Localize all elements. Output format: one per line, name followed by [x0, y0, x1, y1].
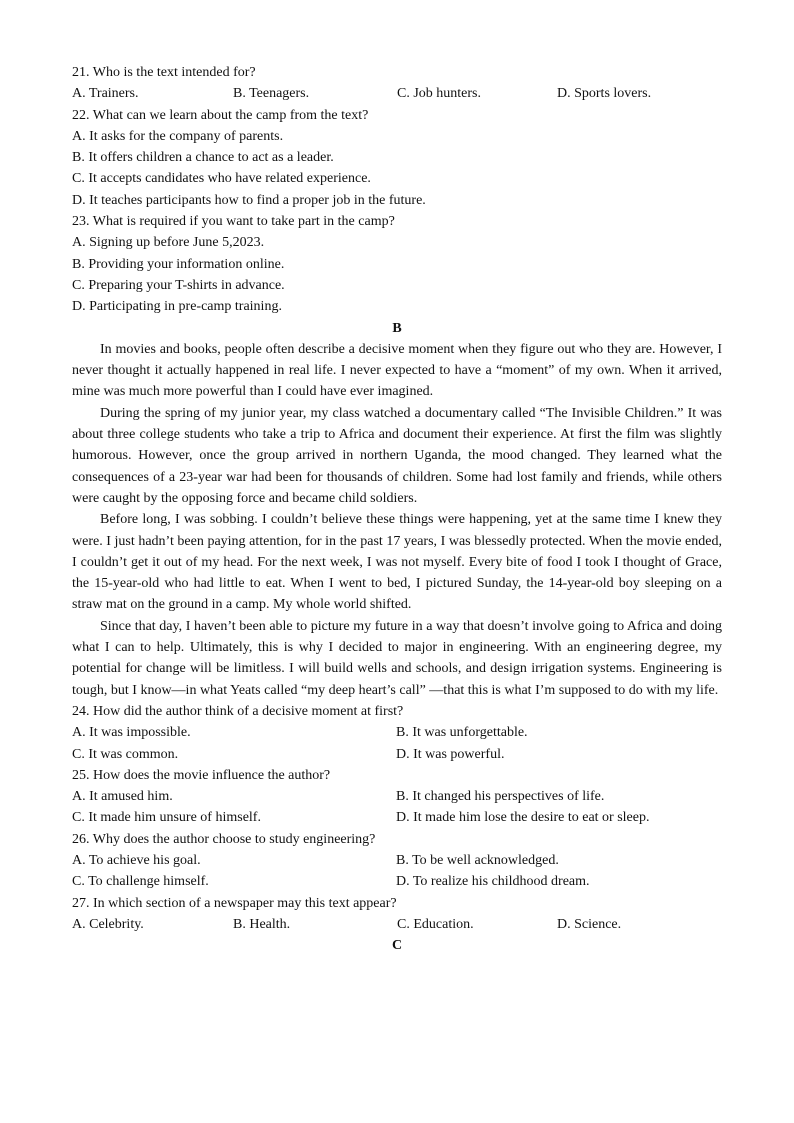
option-c[interactable]: C. To challenge himself. [72, 874, 209, 890]
option-c[interactable]: C. Job hunters. [397, 86, 481, 102]
question-27-stem: 27. In which section of a newspaper may this text appear? [72, 895, 397, 911]
question-22-stem: 22. What can we learn about the camp from the text? [72, 107, 369, 123]
option-d[interactable]: D. To realize his childhood dream. [396, 874, 590, 890]
option-d[interactable]: D. It teaches participants how to find a proper job in the future. [72, 192, 426, 208]
option-b[interactable]: B. It changed his perspectives of life. [396, 789, 605, 805]
option-b[interactable]: B. To be well acknowledged. [396, 852, 559, 868]
option-a[interactable]: A. Trainers. [72, 86, 139, 102]
exam-page [72, 62, 722, 956]
option-d[interactable]: D. Sports lovers. [557, 86, 652, 102]
option-a[interactable]: A. It was impossible. [72, 725, 191, 741]
question-25-options-row-1 [72, 786, 722, 807]
passage-paragraph-2: During the spring of my junior year, my class watched a documentary called “The Invisible Children.” It was about three college students who take a trip to Africa and document their experience. At first the film was slightly humorous. However, once the group arrived in northern Uganda, the mood changed. They learned what the consequences of a 23-year war had been for thousands of children. Some had lost family and friends, while others were caught by the opposing force and became child soldiers. [72, 405, 722, 506]
question-26-options-row-1 [72, 850, 722, 871]
question-26-stem: 26. Why does the author choose to study engineering? [72, 831, 376, 847]
section-b-heading: B [392, 320, 402, 336]
option-c[interactable]: C. It accepts candidates who have related experience. [72, 171, 371, 187]
option-d[interactable]: D. It made him lose the desire to eat or sleep. [396, 810, 650, 826]
option-b[interactable]: B. Teenagers. [233, 86, 310, 102]
passage-paragraph-3: Before long, I was sobbing. I couldn’t believe these things were happening, yet at the same time I knew they were. I just hadn’t been paying attention, for in the past 17 years, I was blessedly protected. When the movie ended, I couldn’t get it out of my head. For the next week, I was not myself. Every bite of food I took I thought of Grace, the 15-year-old who had little to eat. When I went to bed, I pictured Sunday, the 14-year-old boy sleeping on a straw mat on the ground in a camp. My whole world shifted. [72, 512, 722, 613]
option-c[interactable]: C. It was common. [72, 746, 179, 762]
question-26-options-row-2 [72, 871, 722, 892]
option-a[interactable]: A. Celebrity. [72, 916, 144, 932]
option-a[interactable]: A. Signing up before June 5,2023. [72, 235, 265, 251]
option-b[interactable]: B. It was unforgettable. [396, 725, 528, 741]
question-24-stem: 24. How did the author think of a decisive moment at first? [72, 703, 404, 719]
option-d[interactable]: D. It was powerful. [396, 746, 505, 762]
question-25-stem: 25. How does the movie influence the author? [72, 767, 331, 783]
option-c[interactable]: C. It made him unsure of himself. [72, 810, 261, 826]
option-c[interactable]: C. Preparing your T-shirts in advance. [72, 277, 285, 293]
question-23-stem: 23. What is required if you want to take part in the camp? [72, 214, 395, 230]
question-21-options [72, 83, 722, 104]
option-b[interactable]: B. Health. [233, 916, 291, 932]
option-b[interactable]: B. Providing your information online. [72, 256, 285, 272]
section-c-heading: C [391, 938, 403, 954]
option-a[interactable]: A. To achieve his goal. [72, 852, 201, 868]
question-24-options-row-2 [72, 744, 722, 765]
question-25-options-row-2 [72, 807, 722, 828]
option-a[interactable]: A. It amused him. [72, 789, 173, 805]
option-a[interactable]: A. It asks for the company of parents. [72, 128, 284, 144]
option-b[interactable]: B. It offers children a chance to act as a leader. [72, 150, 334, 166]
option-d[interactable]: D. Science. [557, 916, 622, 932]
passage-paragraph-4: Since that day, I haven’t been able to picture my future in a way that doesn’t involve going to Africa and doing what I can to help. Ultimately, this is why I decided to major in engineering. With an engineering degree, my potential for change will be limitless. I will build wells and schools, and design irrigation systems. Engineering is tough, but I know—in what Yeats called “my deep heart’s call” —that this is what I’m supposed to do with my life. [72, 618, 722, 698]
option-c[interactable]: C. Education. [397, 916, 474, 932]
question-24-options-row-1 [72, 722, 722, 743]
passage-paragraph-1: In movies and books, people often describe a decisive moment when they figure out who they are. However, I never thought it actually happened in real life. I never expected to have a “moment” of my own. When it arrived, mine was much more powerful than I could have ever imagined. [72, 341, 722, 400]
question-27-options [72, 914, 722, 935]
option-d[interactable]: D. Participating in pre-camp training. [72, 299, 282, 315]
question-21-stem: 21. Who is the text intended for? [72, 65, 256, 80]
